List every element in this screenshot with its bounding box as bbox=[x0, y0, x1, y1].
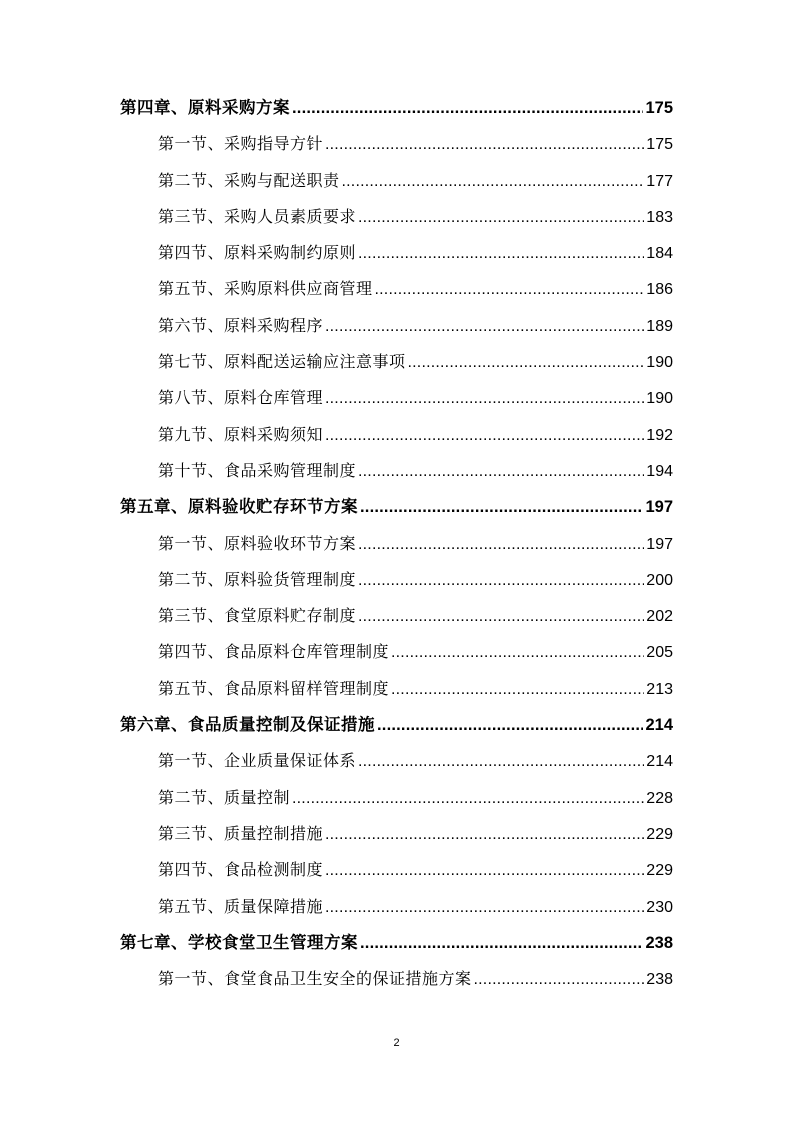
toc-section-entry[interactable] bbox=[120, 163, 673, 199]
toc-entry-title: 第五节、食品原料留样管理制度 bbox=[158, 678, 390, 698]
toc-dot-leader bbox=[358, 236, 644, 271]
toc-section-entry[interactable] bbox=[120, 780, 673, 816]
toc-entry-title: 第七章、学校食堂卫生管理方案 bbox=[120, 932, 358, 952]
toc-dot-leader bbox=[408, 345, 645, 380]
toc-entry-page-number: 200 bbox=[646, 571, 673, 589]
toc-dot-leader bbox=[358, 599, 644, 634]
toc-entry-title: 第二节、原料验货管理制度 bbox=[158, 569, 357, 589]
toc-entry-title: 第三节、质量控制措施 bbox=[158, 823, 324, 843]
toc-entry-page-number: 175 bbox=[646, 136, 673, 154]
toc-dot-leader bbox=[358, 563, 644, 598]
toc-entry-title: 第七节、原料配送运输应注意事项 bbox=[158, 352, 406, 372]
toc-section-entry[interactable] bbox=[120, 235, 673, 271]
toc-chapter-entry[interactable] bbox=[120, 707, 673, 743]
toc-dot-leader bbox=[325, 817, 644, 852]
toc-dot-leader bbox=[474, 962, 645, 997]
toc-entry-page-number: 189 bbox=[646, 317, 673, 335]
toc-section-entry[interactable] bbox=[120, 453, 673, 489]
toc-dot-leader bbox=[358, 454, 644, 489]
toc-section-entry[interactable] bbox=[120, 598, 673, 634]
toc-section-entry[interactable] bbox=[120, 889, 673, 925]
toc-entry-title: 第一节、原料验收环节方案 bbox=[158, 533, 357, 553]
toc-section-entry[interactable] bbox=[120, 671, 673, 707]
toc-dot-leader bbox=[325, 418, 644, 453]
toc-entry-page-number: 183 bbox=[646, 208, 673, 226]
toc-dot-leader bbox=[342, 164, 645, 199]
toc-dot-leader bbox=[325, 309, 644, 344]
toc-dot-leader bbox=[292, 90, 643, 126]
toc-dot-leader bbox=[325, 853, 644, 888]
toc-entry-page-number: 194 bbox=[646, 462, 673, 480]
toc-entry-page-number: 230 bbox=[646, 898, 673, 916]
toc-entry-title: 第三节、食堂原料贮存制度 bbox=[158, 606, 357, 626]
toc-entry-title: 第四章、原料采购方案 bbox=[120, 98, 290, 117]
toc-section-entry[interactable] bbox=[120, 634, 673, 670]
toc-dot-leader bbox=[360, 489, 643, 525]
toc-entry-page-number: 175 bbox=[645, 99, 673, 117]
toc-entry-title: 第四节、食品检测制度 bbox=[158, 860, 324, 880]
toc-dot-leader bbox=[325, 127, 644, 162]
toc-dot-leader bbox=[325, 890, 644, 925]
toc-chapter-entry[interactable] bbox=[120, 925, 673, 961]
toc-entry-title: 第一节、企业质量保证体系 bbox=[158, 751, 357, 771]
toc-entry-page-number: 190 bbox=[646, 354, 673, 372]
toc-section-entry[interactable] bbox=[120, 308, 673, 344]
toc-dot-leader bbox=[391, 635, 644, 670]
toc-entry-page-number: 202 bbox=[646, 608, 673, 626]
toc-entry-title: 第四节、原料采购制约原则 bbox=[158, 243, 357, 263]
toc-section-entry[interactable] bbox=[120, 852, 673, 888]
toc-entry-title: 第一节、采购指导方针 bbox=[158, 134, 324, 154]
toc-entry-page-number: 205 bbox=[646, 644, 673, 662]
toc-section-entry[interactable] bbox=[120, 417, 673, 453]
toc-entry-page-number: 177 bbox=[646, 172, 673, 190]
toc-chapter-entry[interactable] bbox=[120, 90, 673, 126]
toc-section-entry[interactable] bbox=[120, 526, 673, 562]
toc-dot-leader bbox=[292, 781, 644, 816]
page-number: 2 bbox=[393, 1037, 400, 1049]
toc-section-entry[interactable] bbox=[120, 380, 673, 416]
toc-dot-leader bbox=[358, 200, 644, 235]
toc-entry-page-number: 197 bbox=[645, 498, 673, 517]
toc-entry-title: 第九节、原料采购须知 bbox=[158, 424, 324, 444]
toc-entry-page-number: 229 bbox=[646, 862, 673, 880]
toc-section-entry[interactable] bbox=[120, 816, 673, 852]
toc-section-entry[interactable] bbox=[120, 344, 673, 380]
toc-entry-page-number: 186 bbox=[646, 281, 673, 299]
toc-entry-title: 第五节、采购原料供应商管理 bbox=[158, 279, 373, 299]
toc-section-entry[interactable] bbox=[120, 271, 673, 307]
toc-dot-leader bbox=[325, 381, 644, 416]
toc-entry-page-number: 190 bbox=[646, 390, 673, 408]
toc-section-entry[interactable] bbox=[120, 743, 673, 779]
toc-entry-title: 第二节、采购与配送职责 bbox=[158, 170, 340, 190]
toc-entry-page-number: 214 bbox=[646, 753, 673, 771]
toc-entry-title: 第八节、原料仓库管理 bbox=[158, 388, 324, 408]
toc-entry-title: 第六节、原料采购程序 bbox=[158, 315, 324, 335]
toc-entry-page-number: 192 bbox=[646, 426, 673, 444]
toc-entry-title: 第四节、食品原料仓库管理制度 bbox=[158, 642, 390, 662]
toc-entry-title: 第一节、食堂食品卫生安全的保证措施方案 bbox=[158, 969, 472, 989]
toc-entry-page-number: 213 bbox=[646, 680, 673, 698]
toc-entry-page-number: 238 bbox=[645, 933, 673, 952]
toc-section-entry[interactable] bbox=[120, 199, 673, 235]
table-of-contents bbox=[120, 90, 673, 997]
toc-entry-page-number: 238 bbox=[646, 971, 673, 989]
toc-entry-title: 第十节、食品采购管理制度 bbox=[158, 460, 357, 480]
toc-dot-leader bbox=[360, 925, 643, 961]
toc-section-entry[interactable] bbox=[120, 562, 673, 598]
toc-section-entry[interactable] bbox=[120, 961, 673, 997]
toc-chapter-entry[interactable] bbox=[120, 489, 673, 525]
toc-entry-page-number: 214 bbox=[645, 716, 673, 735]
toc-dot-leader bbox=[377, 707, 643, 743]
toc-entry-page-number: 184 bbox=[646, 245, 673, 263]
toc-entry-page-number: 197 bbox=[646, 535, 673, 553]
toc-entry-title: 第五章、原料验收贮存环节方案 bbox=[120, 497, 358, 517]
toc-entry-page-number: 228 bbox=[646, 789, 673, 807]
toc-dot-leader bbox=[358, 744, 644, 779]
toc-entry-title: 第六章、食品质量控制及保证措施 bbox=[120, 715, 375, 735]
toc-dot-leader bbox=[391, 672, 644, 707]
toc-entry-title: 第三节、采购人员素质要求 bbox=[158, 206, 357, 226]
toc-dot-leader bbox=[375, 272, 645, 307]
toc-section-entry[interactable] bbox=[120, 126, 673, 162]
toc-entry-title: 第五节、质量保障措施 bbox=[158, 896, 324, 916]
toc-dot-leader bbox=[358, 527, 644, 562]
toc-entry-title: 第二节、质量控制 bbox=[158, 787, 291, 807]
toc-entry-page-number: 229 bbox=[646, 825, 673, 843]
